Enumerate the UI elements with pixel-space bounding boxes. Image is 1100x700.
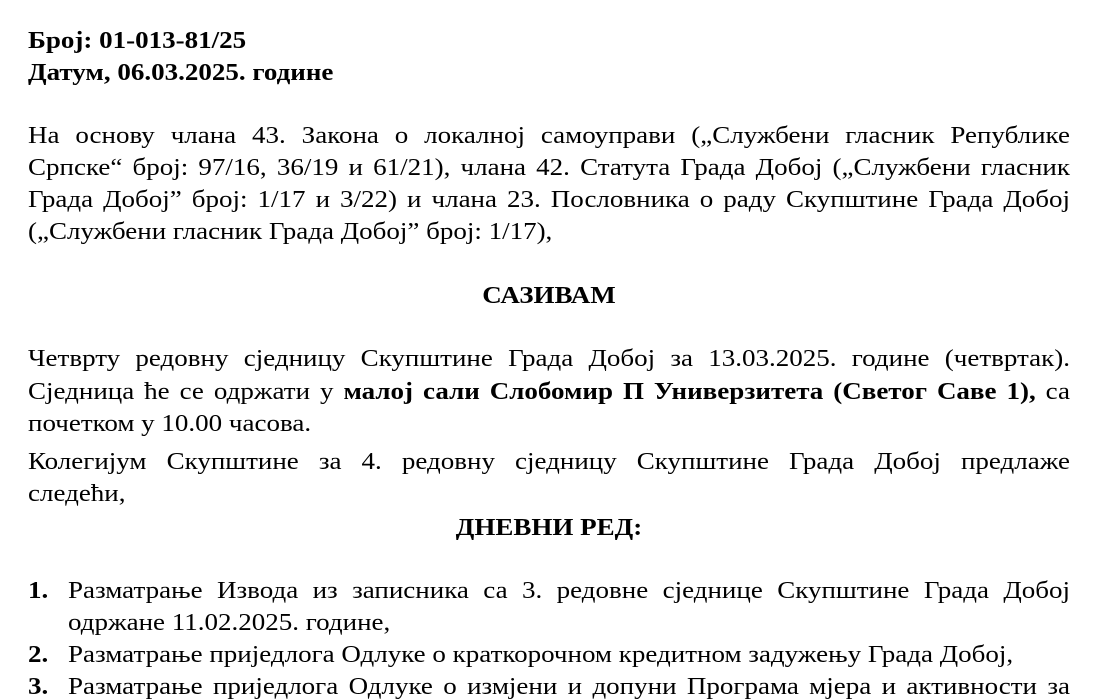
body-line: почетком у 10.00 часова. [28, 409, 312, 437]
agenda-item-number: 1. [28, 576, 49, 604]
venue-tail: са [1035, 377, 1070, 405]
body-line-venue [28, 377, 1070, 406]
agenda-item-number: 3. [28, 672, 49, 700]
agenda-item-text: Разматрање приједлога Одлуке о измјени и допуни Програма мјера и активности за [68, 672, 1070, 700]
agenda-item-text: Разматрање Извода из записника са 3. редовне сједнице Скупштине Града Добој [68, 576, 1070, 604]
preamble-line: Града Добој” број: 1/17 и 3/22) и члана 23. Пословника о раду Скупштине Града Добој [28, 185, 1070, 213]
document-number: Број: 01-013-81/25 [28, 26, 247, 54]
agenda-heading: ДНЕВНИ РЕД: [455, 513, 643, 541]
document-date: Датум, 06.03.2025. године [28, 58, 334, 86]
preamble-line: Српске“ број: 97/16, 36/19 и 61/21), члана 42. Статута Града Добој („Службени гласник [28, 153, 1070, 181]
preamble-line: На основу члана 43. Закона о локалној самоуправи („Службени гласник Републике [28, 121, 1070, 149]
convene-heading: САЗИВАМ [482, 281, 616, 309]
body-line: Колегијум Скупштине за 4. редовну сједницу Скупштине Града Добој предлаже [28, 447, 1070, 475]
agenda-item-text: Разматрање приједлога Одлуке о краткорочном кредитном задужењу Града Добој, [68, 640, 1014, 668]
preamble-line: („Службени гласник Града Добој” број: 1/17), [28, 217, 553, 245]
venue-name: малој сали Слобомир П Универзитета (Светог Саве 1), [343, 377, 1036, 405]
agenda-item-text: одржане 11.02.2025. године, [68, 608, 391, 636]
body-line: Четврту редовну сједницу Скупштине Града Добој за 13.03.2025. године (четвртак). [28, 344, 1070, 372]
agenda-item-number: 2. [28, 640, 49, 668]
venue-intro: Сједница ће се одржати у [28, 377, 344, 405]
body-line: следећи, [28, 479, 126, 507]
